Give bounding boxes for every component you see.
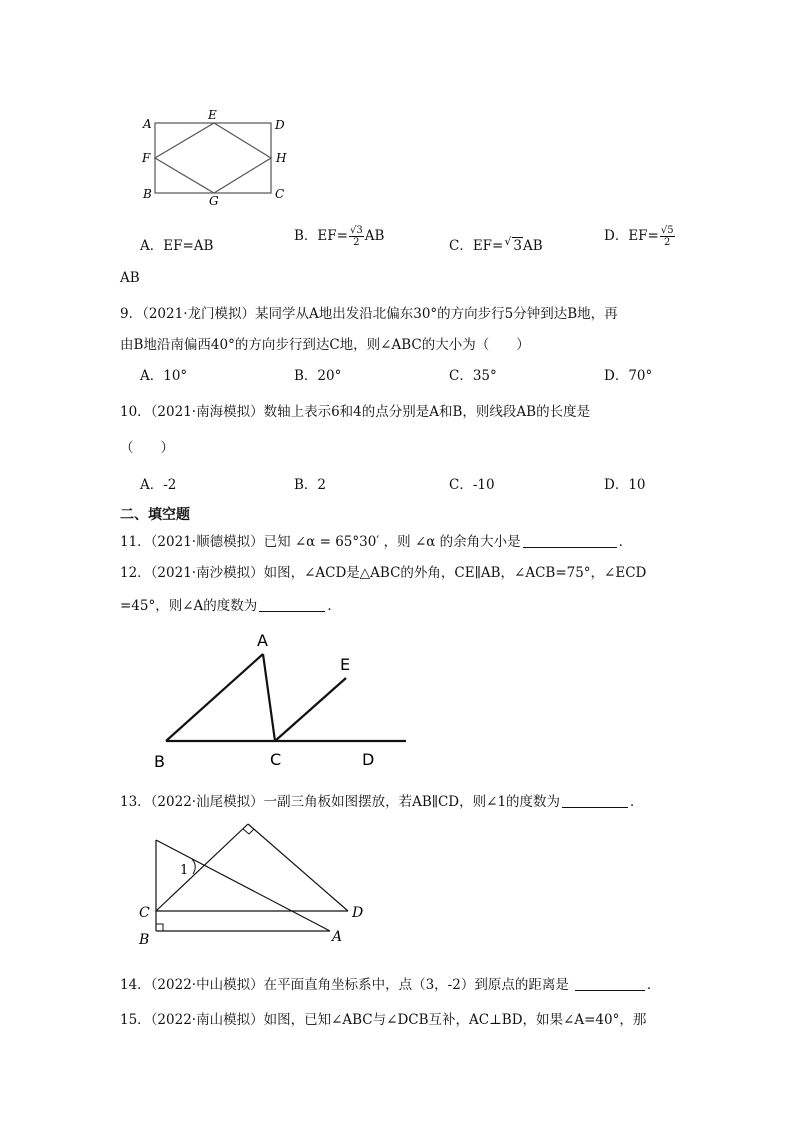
label-b: B (143, 187, 152, 201)
label-f: F (142, 151, 151, 165)
q10-option-b[interactable]: B．2 (294, 477, 327, 493)
q9-option-c[interactable]: C．35° (449, 368, 497, 384)
label-b: B (139, 932, 150, 948)
angle-1-arc (192, 859, 195, 874)
q10-line2: （ ） (120, 440, 174, 456)
rectangle-abcd (155, 123, 271, 193)
q13-answer-blank[interactable] (562, 793, 628, 808)
right-angle-mark-apex (243, 829, 254, 834)
label-1: 1 (180, 863, 189, 878)
q9-option-a[interactable]: A．10° (140, 368, 188, 384)
q10-option-a[interactable]: A．-2 (140, 477, 177, 493)
rhombus-efgh (155, 123, 271, 193)
segment-ba (166, 654, 263, 741)
q12-answer-blank[interactable] (259, 597, 325, 612)
label-e: E (340, 655, 351, 674)
set-square-figure (134, 818, 364, 950)
q8-d-fraction: $\frac{√5}{2}$ (660, 225, 674, 248)
q8-option-b[interactable]: B．EF= $\frac{√3}{2}$ AB (294, 225, 385, 248)
right-angle-mark-b (156, 924, 163, 931)
q12-line1: 12．（2021·南沙模拟）如图，∠ACD是△ABC的外角，CE∥AB，∠ACB=75°，∠ECD (120, 565, 647, 581)
label-h: H (276, 151, 287, 165)
rectangle-rhombus-figure (136, 108, 296, 210)
section-fill-in-title: 二、填空题 (120, 507, 190, 523)
label-c: C (275, 187, 285, 201)
q14-answer-blank[interactable] (575, 976, 645, 991)
label-e: E (208, 108, 217, 122)
label-a: A (257, 631, 268, 650)
q10-option-c[interactable]: C．-10 (449, 477, 495, 493)
q9-option-d[interactable]: D．70° (604, 368, 653, 384)
q8-c-sqrt: √ 3 (512, 237, 523, 254)
q15-line1: 15．（2022·南山模拟）如图，已知∠ABC与∠DCB互补，AC⊥BD，如果∠A=40°，那 (120, 1012, 647, 1028)
label-a: A (332, 929, 343, 945)
q8-option-d[interactable]: D．EF= $\frac{√5}{2}$ (604, 225, 674, 248)
label-d: D (275, 118, 285, 132)
segment-ce (275, 678, 346, 741)
label-a: A (143, 117, 152, 131)
q9-option-b[interactable]: B．20° (294, 368, 342, 384)
q12-line2: =45°，则∠A的度数为 ． (120, 598, 341, 614)
q10-line1: 10．（2021·南海模拟）数轴上表示6和4的点分别是A和B，则线段AB的长度是 (120, 404, 591, 420)
q8-option-c[interactable]: C．EF=√ 3AB (449, 234, 543, 254)
segment-ac (263, 654, 275, 741)
label-g: G (209, 194, 219, 208)
q14-line: 14．（2022·中山模拟）在平面直角坐标系中，点（3，-2）到原点的距离是 ． (120, 977, 661, 993)
label-c: C (270, 750, 282, 769)
q9-line1: 9．（2021·龙门模拟）某同学从A地出发沿北偏东30°的方向步行5分钟到达B地，再 (120, 306, 618, 322)
label-d: D (352, 905, 364, 921)
q9-line2: 由B地沿南偏西40°的方向步行到达C地，则∠ABC的大小为（ ） (120, 337, 530, 353)
q11-line: 11．（2021·顺德模拟）已知 ∠α = 65°30′ ，则 ∠α 的余角大小是 ． (120, 534, 633, 550)
q10-option-d[interactable]: D．10 (604, 477, 646, 493)
label-b: B (154, 752, 165, 771)
edge-apex-to-d (248, 824, 348, 911)
q13-line: 13．（2022·汕尾模拟）一副三角板如图摆放，若AB∥CD，则∠1的度数为 ． (120, 794, 644, 810)
q8-b-fraction: $\frac{√3}{2}$ (349, 225, 363, 248)
label-c: C (139, 905, 150, 921)
triangle-exterior-angle-figure (150, 626, 412, 776)
q11-answer-blank[interactable] (523, 533, 617, 548)
label-d: D (362, 750, 375, 769)
q8-option-d-tail: AB (120, 270, 140, 286)
edge-c-to-apex (156, 824, 248, 911)
q8-option-a[interactable]: A．EF=AB (140, 238, 214, 254)
